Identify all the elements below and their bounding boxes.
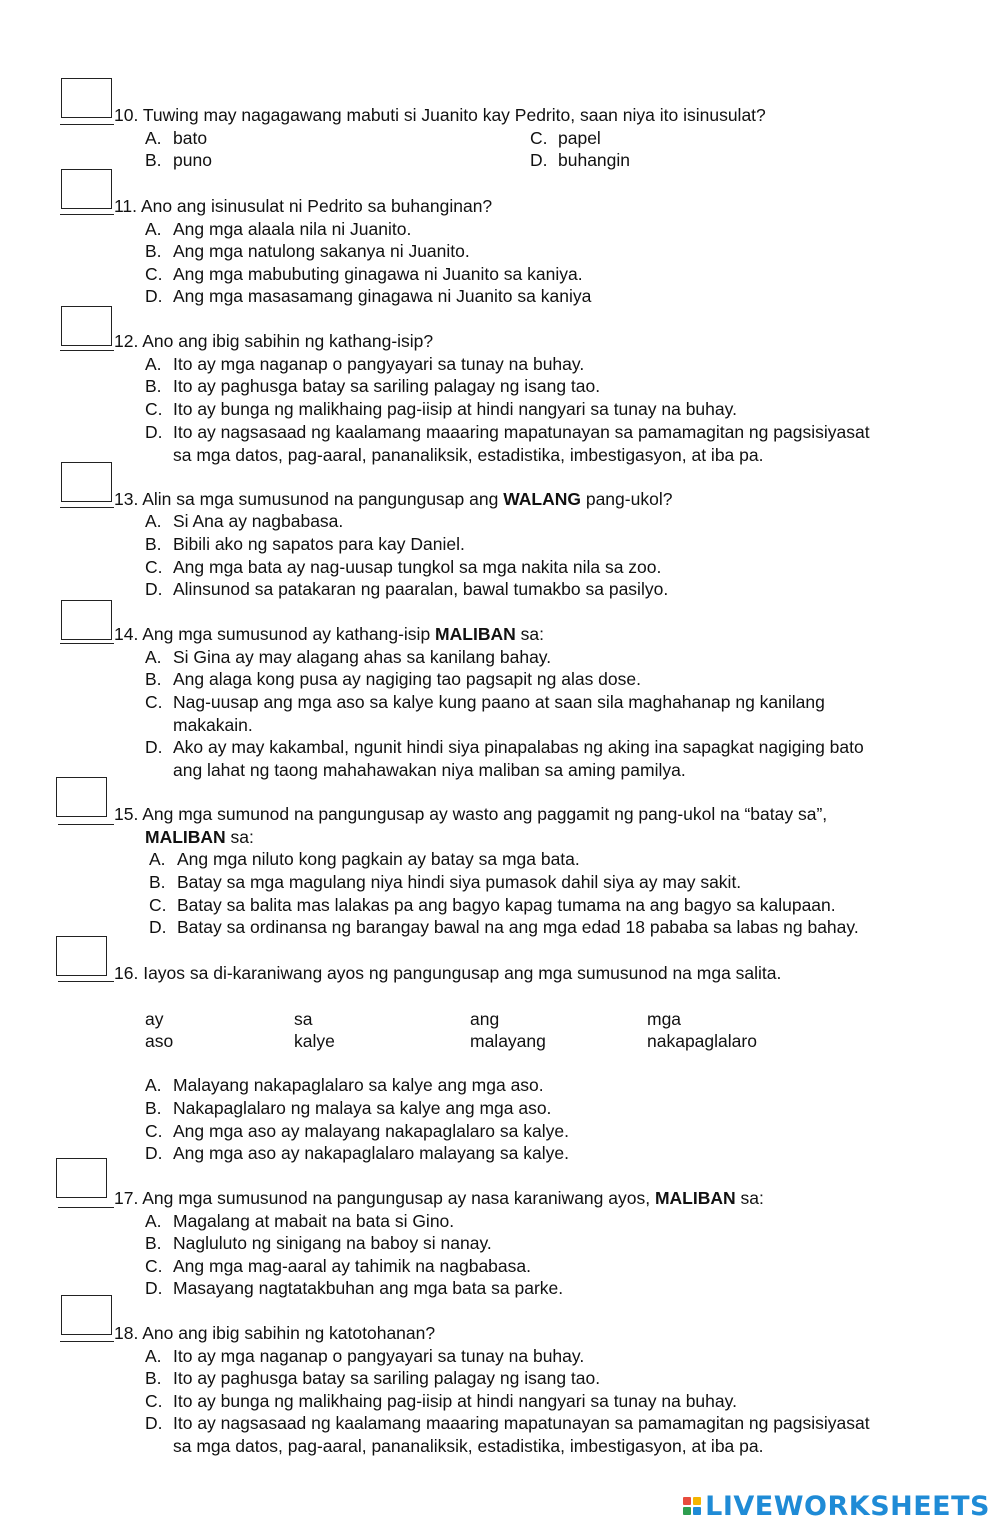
question-stem <box>114 1322 435 1345</box>
option[interactable] <box>145 1412 870 1456</box>
answer-blank <box>60 643 114 644</box>
option-text: Ang mga masasamang ginagawa ni Juanito sa kaniya <box>173 286 592 306</box>
option-text: Ang mga natulong sakanya ni Juanito. <box>173 241 470 261</box>
question-number: 15. <box>114 804 139 824</box>
option-text-continued: ang lahat ng taong mahahawakan niya maliban sa aming pamilya. <box>173 759 686 780</box>
answer-box[interactable] <box>61 1295 112 1335</box>
word-bank-item: nakapaglalaro <box>647 1031 757 1051</box>
option-letter: D. <box>145 286 163 306</box>
option[interactable] <box>145 127 207 150</box>
question-text: Ano ang ibig sabihin ng kathang-isip? <box>142 331 434 351</box>
word-bank-item: sa <box>294 1009 313 1029</box>
option[interactable] <box>145 218 411 241</box>
option[interactable] <box>145 1074 544 1097</box>
logo-square <box>683 1507 691 1515</box>
option-letter: D. <box>145 1413 163 1433</box>
option-letter: C. <box>145 1391 163 1411</box>
liveworksheets-logo-icon <box>683 1497 701 1515</box>
option[interactable] <box>145 1277 563 1300</box>
option-text: papel <box>558 128 601 148</box>
option-letter: A. <box>145 354 162 374</box>
question-stem <box>114 962 781 985</box>
option[interactable] <box>145 398 737 421</box>
word-bank-item: mga <box>647 1009 682 1029</box>
option[interactable] <box>145 646 551 669</box>
answer-box[interactable] <box>56 936 107 976</box>
option-text-continued: makakain. <box>173 714 253 735</box>
option-letter: C. <box>145 1256 163 1276</box>
option-letter: B. <box>145 1368 162 1388</box>
option[interactable] <box>145 556 661 579</box>
question-number: 13. <box>114 489 139 509</box>
option-letter: B. <box>145 241 162 261</box>
option-text: Ito ay nagsasaad ng kaalamang maaaring mapatunayan sa pamamagitan ng pagsisiyasat <box>173 1413 870 1433</box>
option[interactable] <box>145 421 870 465</box>
option-text: Ang mga aso ay malayang nakapaglalaro sa kalye. <box>173 1121 569 1141</box>
option-letter: A. <box>149 849 166 869</box>
answer-blank <box>58 824 114 825</box>
option[interactable] <box>145 691 825 735</box>
option[interactable] <box>530 127 601 150</box>
option-text: buhangin <box>558 150 631 170</box>
option-text: Ito ay bunga ng malikhaing pag-iisip at hindi nangyari sa tunay na buhay. <box>173 1391 737 1411</box>
question-text: Tuwing may nagagawang mabuti si Juanito kay Pedrito, saan niya ito isinusulat? <box>142 105 766 125</box>
question-text-end: sa: <box>735 1188 764 1208</box>
option-text: Ito ay mga naganap o pangyayari sa tunay na buhay. <box>173 1346 585 1366</box>
question-number: 16. <box>114 963 139 983</box>
option-text: Nagluluto ng sinigang na baboy si nanay. <box>173 1233 492 1253</box>
option-letter: A. <box>145 1211 162 1231</box>
option[interactable] <box>145 1097 551 1120</box>
option-letter: C. <box>145 1121 163 1141</box>
question-number: 10. <box>114 105 139 125</box>
liveworksheets-logo[interactable] <box>683 1488 990 1524</box>
option[interactable] <box>145 1120 569 1143</box>
question-text: Ang mga sumusunod na pangungusap ay nasa karaniwang ayos, <box>142 1188 655 1208</box>
option-letter: B. <box>145 534 162 554</box>
question-text: Iayos sa di-karaniwang ayos ng pangungusap ang mga sumusunod na mga salita. <box>143 963 782 983</box>
option[interactable] <box>145 533 465 556</box>
option-text: Si Ana ay nagbabasa. <box>173 511 344 531</box>
option[interactable] <box>145 578 668 601</box>
emphasis-word: WALANG <box>503 489 581 509</box>
option-text: Ang mga mabubuting ginagawa ni Juanito sa kaniya. <box>173 264 583 284</box>
option-letter: D. <box>145 579 163 599</box>
question-stem <box>114 803 827 826</box>
emphasis-word: MALIBAN <box>145 827 226 847</box>
question-text: Ang mga sumunod na pangungusap ay wasto ang paggamit ng pang-ukol na “batay sa”, <box>142 804 828 824</box>
option[interactable] <box>145 1210 454 1233</box>
option-text: Si Gina ay may alagang ahas sa kanilang bahay. <box>173 647 552 667</box>
option[interactable] <box>149 848 580 871</box>
option-text: Nakapaglalaro ng malaya sa kalye ang mga aso. <box>173 1098 552 1118</box>
question-text-end: pang-ukol? <box>580 489 673 509</box>
option[interactable] <box>145 1390 737 1413</box>
option-text: Ito ay nagsasaad ng kaalamang maaaring mapatunayan sa pamamagitan ng pagsisiyasat <box>173 422 870 442</box>
answer-blank <box>58 981 114 982</box>
word-bank-item: ay <box>145 1009 164 1029</box>
option-letter: A. <box>145 128 162 148</box>
option[interactable] <box>149 916 859 939</box>
logo-square <box>693 1497 701 1505</box>
logo-square <box>683 1497 691 1505</box>
answer-box[interactable] <box>61 306 112 346</box>
emphasis-word: MALIBAN <box>435 624 516 644</box>
option-letter: B. <box>149 872 166 892</box>
option-letter: C. <box>145 264 163 284</box>
question-text: Ano ang isinusulat ni Pedrito sa buhanginan? <box>140 196 493 216</box>
option-letter: A. <box>145 1075 162 1095</box>
question-stem <box>114 623 544 646</box>
option-text: Ito ay bunga ng malikhaing pag-iisip at hindi nangyari sa tunay na buhay. <box>173 399 737 419</box>
option[interactable] <box>145 736 864 780</box>
option[interactable] <box>145 1142 569 1165</box>
question-text-end: sa: <box>515 624 544 644</box>
option-text: Ang mga aso ay nakapaglalaro malayang sa kalye. <box>173 1143 569 1163</box>
answer-box[interactable] <box>61 462 112 502</box>
option-letter: D. <box>145 737 163 757</box>
option-text: Alinsunod sa patakaran ng paaralan, bawal tumakbo sa pasilyo. <box>173 579 669 599</box>
option[interactable] <box>145 375 600 398</box>
question-number: 14. <box>114 624 139 644</box>
answer-blank <box>60 507 114 508</box>
question-text: Alin sa mga sumusunod na pangungusap ang <box>142 489 504 509</box>
question-text: Ano ang ibig sabihin ng katotohanan? <box>142 1323 436 1343</box>
option-text: Malayang nakapaglalaro sa kalye ang mga aso. <box>173 1075 544 1095</box>
option-letter: D. <box>145 1143 163 1163</box>
option-text: Ang alaga kong pusa ay nagiging tao pagsapit ng alas dose. <box>173 669 641 689</box>
answer-box[interactable] <box>56 1158 107 1198</box>
option[interactable] <box>145 1367 600 1390</box>
option-text-continued: sa mga datos, pag-aaral, pananaliksik, estadistika, imbestigasyon, at iba pa. <box>173 1435 764 1456</box>
answer-blank <box>60 214 114 215</box>
option-letter: D. <box>149 917 167 937</box>
option-text: Ako ay may kakambal, ngunit hindi siya pinapalabas ng aking ina sapagkat nagiging bato <box>173 737 864 757</box>
question-stem-line-2 <box>145 826 254 849</box>
option-text: Nag-uusap ang mga aso sa kalye kung paano at saan sila maghahanap ng kanilang <box>173 692 825 712</box>
option[interactable] <box>145 1232 492 1255</box>
option-text: puno <box>173 150 212 170</box>
question-number: 18. <box>114 1323 139 1343</box>
option-letter: D. <box>530 150 548 170</box>
option-letter: B. <box>145 376 162 396</box>
option-text: Batay sa balita mas lalakas pa ang bagyo kapag tumama na ang bagyo sa kalupaan. <box>177 895 836 915</box>
option-letter: D. <box>145 422 163 442</box>
option-text: Ito ay paghusga batay sa sariling palagay ng isang tao. <box>173 376 601 396</box>
answer-blank <box>60 124 114 125</box>
option-letter: C. <box>145 399 163 419</box>
question-text: Ang mga sumusunod ay kathang-isip <box>142 624 436 644</box>
option-letter: B. <box>145 1098 162 1118</box>
question-stem <box>114 330 433 353</box>
option[interactable] <box>145 668 641 691</box>
option[interactable] <box>149 871 741 894</box>
answer-box[interactable] <box>61 78 112 118</box>
option[interactable] <box>145 240 470 263</box>
option-letter: C. <box>145 692 163 712</box>
option-letter: B. <box>145 669 162 689</box>
option-text: Batay sa ordinansa ng barangay bawal na ang mga edad 18 pababa sa labas ng bahay. <box>177 917 859 937</box>
option-text: bato <box>173 128 208 148</box>
answer-blank <box>60 350 114 351</box>
question-stem <box>114 1187 764 1210</box>
option-letter: A. <box>145 647 162 667</box>
question-number: 17. <box>114 1188 139 1208</box>
option-text: Ang mga mag-aaral ay tahimik na nagbabasa. <box>173 1256 531 1276</box>
option-text: Bibili ako ng sapatos para kay Daniel. <box>173 534 465 554</box>
option-text: Ang mga niluto kong pagkain ay batay sa mga bata. <box>177 849 580 869</box>
question-stem <box>114 195 492 218</box>
answer-blank <box>60 1341 114 1342</box>
option[interactable] <box>145 510 343 533</box>
option-text: Magalang at mabait na bata si Gino. <box>173 1211 455 1231</box>
option-letter: A. <box>145 219 162 239</box>
option-text: Ang mga bata ay nag-uusap tungkol sa mga nakita nila sa zoo. <box>173 557 662 577</box>
logo-text: LIVEWORKSHEETS <box>705 1490 990 1522</box>
option[interactable] <box>530 149 630 172</box>
option-text-continued: sa mga datos, pag-aaral, pananaliksik, estadistika, imbestigasyon, at iba pa. <box>173 444 764 465</box>
word-bank-item: aso <box>145 1031 174 1051</box>
option[interactable] <box>145 1345 584 1368</box>
option-text: Ito ay paghusga batay sa sariling palagay ng isang tao. <box>173 1368 601 1388</box>
option-letter: C. <box>530 128 548 148</box>
option-letter: C. <box>145 557 163 577</box>
word-bank-item: kalye <box>294 1031 335 1051</box>
logo-square <box>693 1507 701 1515</box>
option[interactable] <box>145 285 591 308</box>
option-letter: A. <box>145 1346 162 1366</box>
word-bank-item: ang <box>470 1009 500 1029</box>
answer-box[interactable] <box>61 169 112 209</box>
question-number: 11. <box>114 196 138 216</box>
question-stem <box>114 488 672 511</box>
option[interactable] <box>145 353 584 376</box>
answer-box[interactable] <box>56 777 107 817</box>
question-number: 12. <box>114 331 139 351</box>
option-letter: D. <box>145 1278 163 1298</box>
option[interactable] <box>145 149 212 172</box>
option-text: Batay sa mga magulang niya hindi siya pumasok dahil siya ay may sakit. <box>177 872 742 892</box>
question-text-end: sa: <box>225 827 254 847</box>
option-letter: A. <box>145 511 162 531</box>
option-text: Ito ay mga naganap o pangyayari sa tunay na buhay. <box>173 354 585 374</box>
option-letter: C. <box>149 895 167 915</box>
option-text: Ang mga alaala nila ni Juanito. <box>173 219 412 239</box>
option[interactable] <box>149 894 836 917</box>
question-stem <box>114 104 766 127</box>
option-letter: B. <box>145 150 162 170</box>
answer-box[interactable] <box>61 600 112 640</box>
option[interactable] <box>145 1255 531 1278</box>
option-text: Masayang nagtatakbuhan ang mga bata sa parke. <box>173 1278 564 1298</box>
word-bank-item: malayang <box>470 1031 546 1051</box>
option[interactable] <box>145 263 583 286</box>
option-letter: B. <box>145 1233 162 1253</box>
answer-blank <box>58 1207 114 1208</box>
emphasis-word: MALIBAN <box>654 1188 736 1208</box>
